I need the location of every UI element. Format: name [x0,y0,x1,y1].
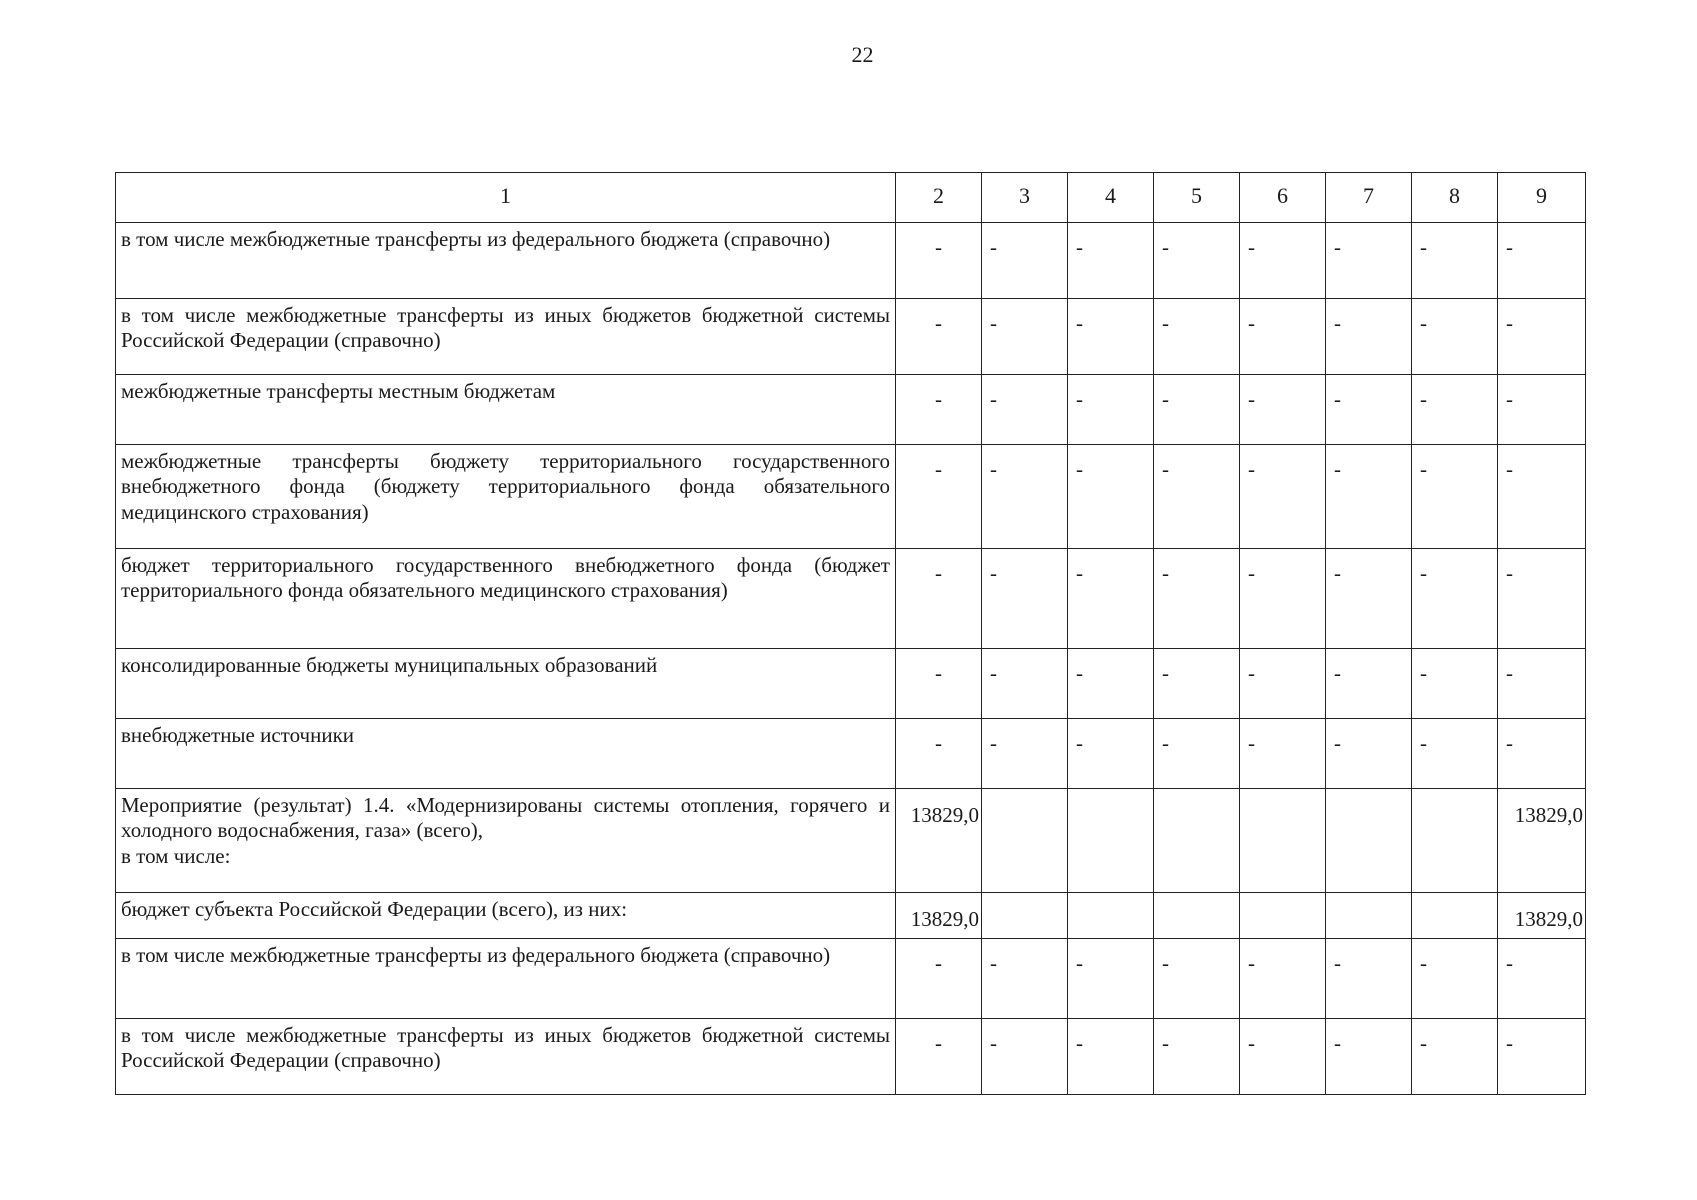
value-cell: - [1068,938,1154,1018]
value-cell: - [1326,298,1412,374]
row-label: Мероприятие (результат) 1.4. «Модернизированы системы отопления, горячего и холодного водоснабжения, газа» (всего), в том числе: [116,788,896,892]
table-row [116,788,1586,892]
value-cell [1154,892,1240,938]
value-cell [1240,892,1326,938]
value-cell: - [1068,444,1154,548]
value-cell: - [1412,222,1498,298]
value-cell [1412,892,1498,938]
value-cell: - [1326,718,1412,788]
table-row [116,444,1586,548]
value-cell: - [896,298,982,374]
value-cell: - [1326,548,1412,648]
value-cell: - [982,938,1068,1018]
header-cell: 7 [1326,173,1412,223]
value-cell: - [1498,718,1586,788]
value-cell: 13829,0 [1498,788,1586,892]
value-cell: - [1326,648,1412,718]
value-cell [1412,788,1498,892]
value-cell [1068,892,1154,938]
page-number: 22 [851,42,874,67]
value-cell: - [1154,648,1240,718]
header-cell: 3 [982,173,1068,223]
value-cell: - [1326,1018,1412,1094]
value-cell: - [1498,548,1586,648]
value-cell: - [1326,222,1412,298]
row-label: в том числе межбюджетные трансферты из иных бюджетов бюджетной системы Российской Федерации (справочно) [116,1018,896,1094]
value-cell: - [896,648,982,718]
value-cell: - [1498,444,1586,548]
value-cell: - [1412,648,1498,718]
table-row [116,374,1586,444]
value-cell: - [1498,1018,1586,1094]
value-cell: - [1240,374,1326,444]
table-row [116,222,1586,298]
row-label: в том числе межбюджетные трансферты из федерального бюджета (справочно) [116,222,896,298]
value-cell: - [1240,718,1326,788]
value-cell: - [1068,222,1154,298]
value-cell [1326,892,1412,938]
value-cell: - [1240,938,1326,1018]
value-cell: - [896,444,982,548]
value-cell: - [1412,1018,1498,1094]
value-cell: - [1412,938,1498,1018]
value-cell: - [1154,298,1240,374]
value-cell: - [1498,298,1586,374]
value-cell: - [896,938,982,1018]
value-cell: - [982,374,1068,444]
value-cell: - [982,222,1068,298]
value-cell: - [896,548,982,648]
value-cell: - [1154,938,1240,1018]
value-cell: - [896,222,982,298]
value-cell: - [982,444,1068,548]
table-row [116,648,1586,718]
value-cell: - [1068,298,1154,374]
table-row [116,548,1586,648]
value-cell: - [1498,938,1586,1018]
header-cell: 6 [1240,173,1326,223]
value-cell [982,788,1068,892]
header-cell: 2 [896,173,982,223]
value-cell: 13829,0 [896,892,982,938]
table-row [116,298,1586,374]
header-cell: 4 [1068,173,1154,223]
value-cell: - [1240,444,1326,548]
value-cell: - [1412,444,1498,548]
value-cell: - [1068,1018,1154,1094]
table-header-row [116,173,1586,223]
header-cell: 5 [1154,173,1240,223]
row-label: бюджет субъекта Российской Федерации (всего), из них: [116,892,896,938]
value-cell: - [1154,444,1240,548]
value-cell [1068,788,1154,892]
value-cell: - [896,374,982,444]
value-cell: 13829,0 [1498,892,1586,938]
value-cell: - [982,548,1068,648]
value-cell: - [896,718,982,788]
value-cell: - [1498,648,1586,718]
table-row [116,718,1586,788]
value-cell: - [1326,938,1412,1018]
table-row [116,938,1586,1018]
row-label: в том числе межбюджетные трансферты из федерального бюджета (справочно) [116,938,896,1018]
value-cell [982,892,1068,938]
row-label: бюджет территориального государственного внебюджетного фонда (бюджет территориального фонда обязательного медицинского страхования) [116,548,896,648]
header-cell: 8 [1412,173,1498,223]
value-cell: - [982,1018,1068,1094]
value-cell: - [1412,298,1498,374]
value-cell: - [1240,1018,1326,1094]
value-cell: - [896,1018,982,1094]
header-cell: 1 [116,173,896,223]
value-cell: - [1412,548,1498,648]
value-cell [1240,788,1326,892]
value-cell: - [1498,374,1586,444]
value-cell: - [1154,222,1240,298]
value-cell: - [982,718,1068,788]
value-cell: - [982,648,1068,718]
value-cell: - [1240,548,1326,648]
row-label: в том числе межбюджетные трансферты из иных бюджетов бюджетной системы Российской Федерации (справочно) [116,298,896,374]
row-label: консолидированные бюджеты муниципальных образований [116,648,896,718]
row-label: внебюджетные источники [116,718,896,788]
value-cell: - [982,298,1068,374]
value-cell: - [1154,548,1240,648]
value-cell [1154,788,1240,892]
table-row [116,892,1586,938]
value-cell: - [1412,718,1498,788]
value-cell: - [1412,374,1498,444]
row-label: межбюджетные трансферты местным бюджетам [116,374,896,444]
value-cell [1326,788,1412,892]
value-cell: - [1326,374,1412,444]
value-cell: - [1326,444,1412,548]
header-cell: 9 [1498,173,1586,223]
value-cell: - [1154,718,1240,788]
value-cell: - [1068,718,1154,788]
budget-table [115,172,1586,1095]
value-cell: - [1154,374,1240,444]
value-cell: - [1498,222,1586,298]
value-cell: - [1068,548,1154,648]
value-cell: - [1068,374,1154,444]
row-label: межбюджетные трансферты бюджету территориального государственного внебюджетного фонда (бюджету территориального фонда обязательного медицинского страхования) [116,444,896,548]
value-cell: - [1240,298,1326,374]
value-cell: 13829,0 [896,788,982,892]
value-cell: - [1240,648,1326,718]
value-cell: - [1068,648,1154,718]
value-cell: - [1154,1018,1240,1094]
value-cell: - [1240,222,1326,298]
table-row [116,1018,1586,1094]
